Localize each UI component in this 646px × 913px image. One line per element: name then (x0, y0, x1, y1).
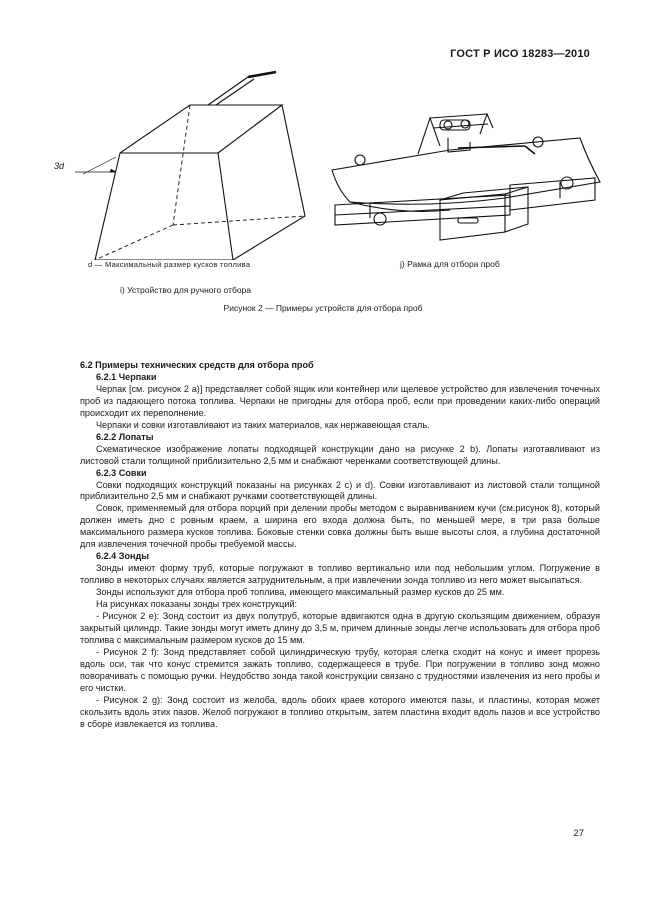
figure-i-caption: i) Устройство для ручного отбора (120, 285, 252, 295)
paragraph: Черпаки и совки изготавливают из таких материалов, как нержавеющая сталь. (96, 419, 430, 430)
sampling-frame-drawing (330, 90, 610, 250)
paragraph: - Рисунок 2 е): Зонд состоит из двух полутруб, которые вдвигаются одна в другую скользящим движением, образуя закрытый цилиндр. Такие зонды могут иметь длину до 3,5 м, причем длинные зонды легче использовать для отбора проб топлива с максимальным размером кусков до 15 мм. (80, 611, 600, 645)
paragraph: - Рисунок 2 f): Зонд представляет собой цилиндрическую трубу, которая слегка сходит на конус и имеет прорезь вдоль оси, так что конус стремится зажать топливо, содержащееся в трубе. При погружении в топливо зонд можно поворачивать с помощью ручки. Неудобство зонда такой конструкции связано с трудностями извлечения из него пробы и его чистки. (80, 646, 600, 693)
paragraph: На рисунках показаны зонды трех конструкций: (96, 599, 298, 610)
figure-caption: Рисунок 2 — Примеры устройств для отбора проб (223, 303, 423, 313)
manual-sampling-device-drawing (50, 70, 310, 260)
paragraph: Схематическое изображение лопаты подходящей конструкции дано на рисунке 2 b). Лопаты изготавливают из листовой стали толщиной приблизительно 2,5 мм и снабжают черенками соответствующей длины. (80, 443, 600, 466)
section-heading: 6.2 Примеры технических средств для отбора проб (80, 360, 314, 370)
page-number: 27 (573, 828, 584, 839)
paragraph: Зонды имеют форму труб, которые погружают в топливо вертикально или под небольшим углом. Погружение в топливо в некоторых случаях является затруднительным, а при извлечении зонда топливо из него может высыпаться. (80, 563, 600, 586)
figure-j-caption: j) Рамка для отбора проб (400, 259, 500, 269)
paragraph: Зонды используют для отбора проб топлива, имеющего максимальный размер кусков до 25 мм. (96, 587, 505, 598)
paragraph: Черпак [см. рисунок 2 а)] представляет собой ящик или контейнер или щелевое устройство для извлечения точечных проб из падающего потока топлива. Черпаки не пригодны для отбора проб, если при проведении каких-либо операций происходит их переполнение. (80, 383, 600, 418)
subsection-heading: 6.2.1 Черпаки (96, 371, 157, 382)
figure-legend: d — Максимальный размер кусков топлива (88, 260, 251, 269)
subsection-heading: 6.2.4 Зонды (96, 551, 150, 562)
subsection-heading: 6.2.2 Лопаты (96, 431, 154, 442)
body-text (80, 360, 600, 731)
standard-designation: ГОСТ Р ИСО 18283—2010 (450, 48, 590, 60)
paragraph: - Рисунок 2 g): Зонд состоит из желоба, вдоль обоих краев которого имеются пазы, и пластины, которая может скользить вдоль этих пазов. Желоб погружают в топливо открытым, затем пластина входит вдоль пазов и все устройство в сборе извлекается из топлива. (80, 694, 600, 729)
dimension-label: 3d (54, 161, 65, 171)
paragraph: Совки подходящих конструкций показаны на рисунках 2 с) и d). Совки изготавливают из листовой стали толщиной приблизительно 2,5 мм и снабжают ручками соответствующей длины. (80, 479, 600, 502)
subsection-heading: 6.2.3 Совки (96, 467, 147, 478)
paragraph: Совок, применяемый для отбора порций при делении пробы методом с выравниванием кучи (см.рисунок 8), который должен иметь дно с ровным краем, а ширина его входа должна быть, по меньшей мере, в три раза больше максимального размера кусков топлива. Боковые стенки совка должны быть выше высоты слоя, а глубина достаточной для извлечения точечной пробы требуемой массы. (80, 503, 600, 550)
